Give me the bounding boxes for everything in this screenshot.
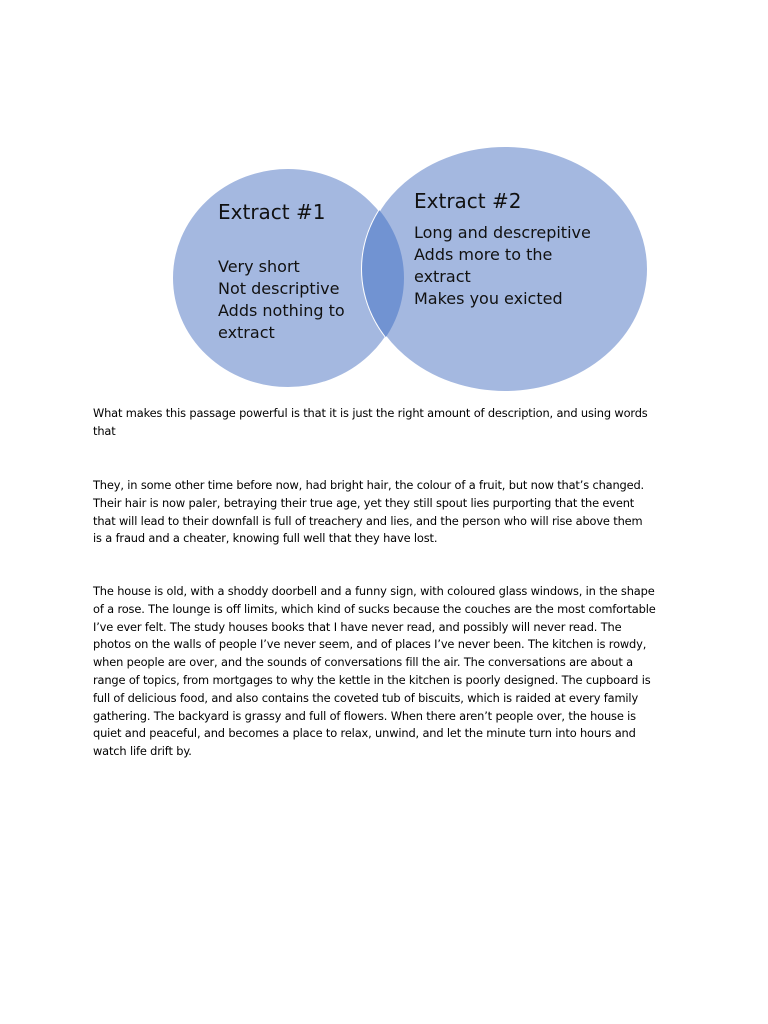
paragraph-line: They, in some other time before now, had bright hair, the colour of a fruit, but now that’s changed. (93, 478, 645, 492)
paragraph-intro (93, 405, 683, 441)
venn-left-item: Adds nothing to (218, 301, 345, 320)
paragraph-line: quiet and peaceful, and becomes a place to relax, unwind, and let the minute turn into hours and (93, 726, 636, 741)
venn-right-list (414, 222, 591, 310)
venn-left-item: Not descriptive (218, 279, 340, 298)
venn-right-item: Makes you exicted (414, 289, 563, 308)
venn-diagram (0, 0, 768, 400)
paragraph-line: that (93, 423, 116, 438)
paragraph-line: that will lead to their downfall is full of treachery and lies, and the person who will rise above them (93, 513, 643, 528)
paragraph-line: gathering. The backyard is grassy and full of flowers. When there aren’t people over, the house is (93, 708, 636, 723)
paragraph-line: Their hair is now paler, betraying their true age, yet they still spout lies purporting that the event (93, 495, 635, 510)
venn-left-list (218, 256, 345, 344)
venn-right-item: extract (414, 267, 471, 286)
paragraph-line: full of delicious food, and also contains the coveted tub of biscuits, which is raided at every family (93, 690, 639, 705)
paragraph-line: watch life drift by. (93, 744, 192, 759)
paragraph-line: photos on the walls of people I’ve never seem, and of places I’ve never been. The kitchen is rowdy, (93, 637, 647, 652)
paragraph-line: range of topics, from mortgages to why the kettle in the kitchen is poorly designed. The cupboard is (93, 672, 651, 687)
venn-right-item: Adds more to the (414, 245, 553, 264)
venn-right-item: Long and descrepitive (414, 223, 591, 242)
paragraph-hair (93, 477, 683, 548)
paragraph-line: What makes this passage powerful is that it is just the right amount of description, and using words (93, 406, 648, 420)
paragraph-line: I’ve ever felt. The study houses books that I have never read, and possibly will never read. The (93, 619, 622, 634)
paragraph-line: The house is old, with a shoddy doorbell and a funny sign, with coloured glass windows, in the shape (93, 584, 655, 598)
venn-left-item: Very short (218, 257, 300, 276)
venn-left-title: Extract #1 (218, 200, 326, 224)
paragraph-line: is a fraud and a cheater, knowing full well that they have lost. (93, 531, 438, 546)
paragraph-line: of a rose. The lounge is off limits, which kind of sucks because the couches are the most comfortable (93, 601, 656, 616)
venn-shapes (0, 0, 768, 400)
paragraph-house (93, 583, 683, 761)
venn-left-item: extract (218, 323, 275, 342)
venn-right-title: Extract #2 (414, 189, 522, 213)
paragraph-line: when people are over, and the sounds of conversations fill the air. The conversations are about a (93, 655, 633, 670)
